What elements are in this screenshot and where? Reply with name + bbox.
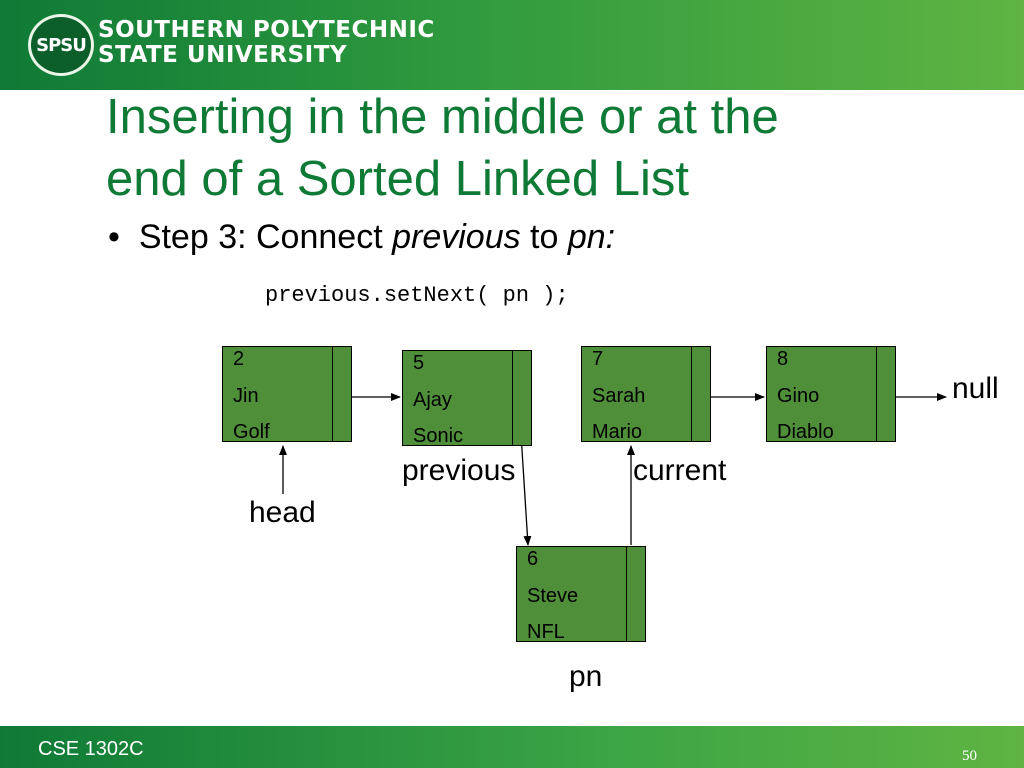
node-game: Mario bbox=[592, 421, 643, 443]
course-code: CSE 1302C bbox=[38, 738, 144, 760]
node-game: NFL bbox=[527, 621, 565, 643]
next-pointer-field bbox=[626, 547, 645, 641]
logo-badge-text: SPSU bbox=[36, 34, 86, 56]
next-pointer-field bbox=[691, 347, 710, 441]
list-node-2 bbox=[222, 346, 352, 442]
pn-label: pn bbox=[569, 660, 603, 693]
list-node-8 bbox=[766, 346, 896, 442]
previous-label: previous bbox=[402, 454, 516, 487]
node-game: Diablo bbox=[777, 421, 834, 443]
node-id: 7 bbox=[592, 348, 604, 370]
head-label: head bbox=[249, 496, 316, 529]
slide-title: Inserting in the middle or at the end of a Sorted Linked List bbox=[106, 90, 779, 206]
bullet-text: Step 3: Connect bbox=[138, 218, 393, 256]
current-label: current bbox=[633, 454, 727, 487]
null-label: null bbox=[952, 372, 999, 405]
node-name: Sarah bbox=[592, 385, 646, 407]
node-game: Sonic bbox=[413, 425, 464, 447]
page-number: 50 bbox=[962, 748, 977, 764]
university-name-line2: STATE UNIVERSITY bbox=[98, 42, 348, 68]
node-name: Gino bbox=[777, 385, 820, 407]
node-name: Jin bbox=[233, 385, 259, 407]
node-id: 6 bbox=[527, 548, 539, 570]
code-line: previous.setNext( pn ); bbox=[265, 283, 569, 308]
next-pointer-field bbox=[876, 347, 895, 441]
bullet-text-to: to bbox=[520, 218, 568, 256]
list-node-5 bbox=[402, 350, 532, 446]
list-node-7 bbox=[581, 346, 711, 442]
node-game: Golf bbox=[233, 421, 270, 443]
bullet-italic-previous: previous bbox=[392, 218, 521, 256]
bullet-marker: • bbox=[108, 218, 120, 256]
footer-bar bbox=[0, 726, 1024, 768]
next-pointer-field bbox=[332, 347, 351, 441]
bullet-italic-pn: pn: bbox=[567, 218, 616, 256]
node-name: Steve bbox=[527, 585, 579, 607]
node-id: 2 bbox=[233, 348, 245, 370]
list-node-6 bbox=[516, 546, 646, 642]
university-name-line1: SOUTHERN POLYTECHNIC bbox=[98, 17, 435, 43]
node-name: Ajay bbox=[413, 389, 452, 411]
node-id: 5 bbox=[413, 352, 425, 374]
next-pointer-field bbox=[512, 351, 531, 445]
node-id: 8 bbox=[777, 348, 789, 370]
